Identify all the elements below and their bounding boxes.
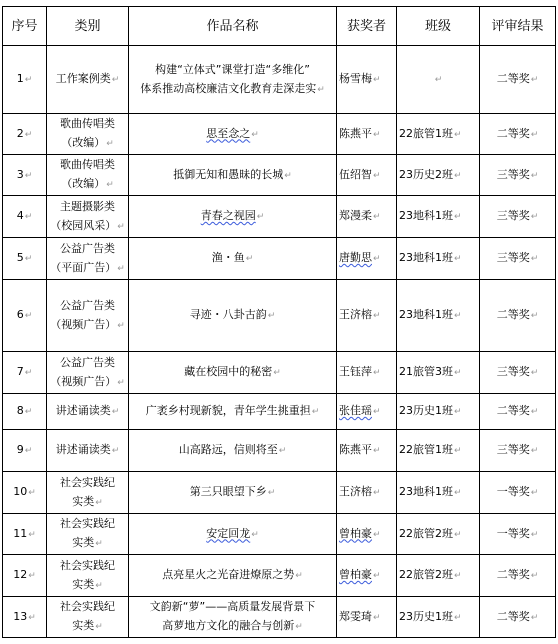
paragraph-mark: ↵ — [530, 75, 539, 85]
paragraph-mark: ↵ — [373, 368, 381, 378]
row-index: 13 — [13, 609, 28, 623]
class-name: 23地科1班 — [399, 251, 453, 264]
paragraph-mark: ↵ — [24, 75, 33, 85]
paragraph-mark: ↵ — [117, 377, 125, 388]
result-cell — [480, 352, 556, 394]
paragraph-mark: ↵ — [24, 446, 33, 456]
result-cell — [480, 472, 556, 514]
paragraph-mark: ↵ — [530, 571, 539, 581]
work-title-text: 思至念之 — [206, 126, 251, 140]
header-work-title: 作品名称 — [129, 7, 337, 46]
row-index: 4 — [16, 209, 24, 222]
table-row — [3, 430, 556, 472]
paragraph-mark: ↵ — [373, 311, 381, 321]
paragraph-mark: ↵ — [28, 529, 36, 540]
paragraph-mark: ↵ — [454, 446, 462, 456]
category-cell — [47, 114, 129, 155]
work-title-cell — [129, 597, 337, 638]
award-result: 三等奖 — [496, 167, 530, 181]
winner-name: 郑漫柔 — [339, 209, 372, 222]
paragraph-mark: ↵ — [373, 488, 381, 498]
table-row — [3, 472, 556, 514]
paragraph-mark: ↵ — [95, 580, 103, 591]
paragraph-mark: ↵ — [530, 529, 539, 540]
category-text: 公益广告类 — [60, 298, 115, 312]
header-category: 类别 — [47, 7, 129, 46]
result-cell — [480, 238, 556, 280]
work-title-cell — [129, 114, 337, 155]
row-index: 2 — [16, 126, 24, 140]
category-cell — [47, 597, 129, 638]
row-index: 12 — [13, 568, 28, 581]
paragraph-mark: ↵ — [454, 407, 462, 417]
paragraph-mark: ↵ — [373, 170, 381, 181]
row-index-cell — [3, 394, 47, 430]
class-name: 21旅管3班 — [399, 365, 453, 378]
paragraph-mark: ↵ — [454, 311, 462, 321]
class-name: 22旅管1班 — [399, 126, 453, 140]
winner-cell — [337, 155, 397, 196]
class-cell — [397, 238, 480, 280]
paragraph-mark: ↵ — [278, 446, 287, 456]
winner-cell — [337, 238, 397, 280]
paragraph-mark: ↵ — [530, 612, 539, 623]
header-class: 班级 — [397, 7, 480, 46]
class-cell — [397, 514, 480, 555]
header-row — [3, 7, 556, 46]
table-row — [3, 352, 556, 394]
category-cell — [47, 196, 129, 238]
award-result: 三等奖 — [496, 443, 530, 456]
category-text: （校园风采） — [50, 218, 117, 232]
paragraph-mark: ↵ — [317, 84, 325, 95]
paragraph-mark: ↵ — [373, 571, 381, 581]
winner-name: 曾柏豪 — [339, 526, 372, 540]
work-title-cell — [129, 352, 337, 394]
winner-name: 陈燕平 — [339, 126, 372, 140]
award-result: 一等奖 — [496, 485, 530, 498]
row-index-cell — [3, 597, 47, 638]
winner-name: 王济榕 — [339, 308, 372, 321]
work-title-text: 高萝地方文化的融合与创新 — [162, 619, 295, 632]
class-name: 22旅管2班 — [399, 568, 453, 581]
winner-cell — [337, 352, 397, 394]
category-text: 社会实践纪 — [60, 517, 115, 530]
category-text: （改编） — [61, 177, 106, 190]
category-cell — [47, 472, 129, 514]
work-title-text: 第三只眼望下乡 — [189, 485, 267, 498]
award-result: 二等奖 — [496, 308, 530, 321]
category-text: 实类 — [72, 619, 95, 632]
work-title-cell — [129, 46, 337, 114]
category-text: （视频广告） — [50, 374, 117, 388]
paragraph-mark: ↵ — [454, 612, 462, 623]
category-text: 公益广告类 — [60, 355, 115, 369]
paragraph-mark: ↵ — [454, 129, 462, 140]
work-title-cell — [129, 555, 337, 597]
row-index-cell — [3, 472, 47, 514]
category-text: （平面广告） — [50, 260, 117, 274]
class-name: 23历史2班 — [399, 167, 453, 181]
class-cell — [397, 196, 480, 238]
paragraph-mark: ↵ — [95, 539, 103, 549]
paragraph-mark: ↵ — [373, 446, 381, 456]
category-text: 社会实践纪 — [60, 558, 115, 572]
category-text: 实类 — [72, 536, 95, 549]
category-cell — [47, 155, 129, 196]
winner-name: 张佳瑶 — [339, 404, 372, 417]
category-text: 歌曲传唱类 — [60, 117, 115, 130]
work-title-cell — [129, 196, 337, 238]
header-winner: 获奖者 — [337, 7, 397, 46]
category-cell — [47, 352, 129, 394]
paragraph-mark: ↵ — [251, 129, 259, 140]
award-result: 三等奖 — [496, 365, 530, 378]
winner-cell — [337, 597, 397, 638]
class-cell — [397, 472, 480, 514]
class-name: 23历史1班 — [399, 404, 453, 417]
winner-cell — [337, 196, 397, 238]
table-row — [3, 555, 556, 597]
award-result: 二等奖 — [496, 126, 530, 140]
class-cell — [397, 114, 480, 155]
category-text: 社会实践纪 — [60, 475, 115, 489]
work-title-cell — [129, 394, 337, 430]
category-text: 讲述诵读类 — [55, 443, 111, 456]
row-index-cell — [3, 514, 47, 555]
row-index-cell — [3, 280, 47, 352]
work-title-text: 抵御无知和愚昧的长城 — [173, 167, 284, 181]
category-text: 实类 — [72, 577, 95, 591]
paragraph-mark: ↵ — [273, 368, 281, 378]
row-index-cell — [3, 430, 47, 472]
result-cell — [480, 514, 556, 555]
class-name: 23历史1班 — [399, 609, 453, 623]
paragraph-mark: ↵ — [28, 612, 36, 623]
row-index-cell — [3, 352, 47, 394]
class-cell — [397, 555, 480, 597]
paragraph-mark: ↵ — [111, 75, 120, 85]
paragraph-mark: ↵ — [530, 311, 539, 321]
row-index: 3 — [16, 167, 24, 181]
row-index-cell — [3, 196, 47, 238]
work-title-text: 渔・鱼 — [211, 251, 245, 264]
class-cell — [397, 430, 480, 472]
table-row — [3, 46, 556, 114]
table-row — [3, 597, 556, 638]
winner-name: 陈燕平 — [339, 443, 372, 456]
work-title-cell — [129, 155, 337, 196]
row-index-cell — [3, 555, 47, 597]
paragraph-mark: ↵ — [454, 212, 462, 222]
category-text: 主题摄影类 — [60, 199, 115, 213]
category-text: （视频广告） — [50, 317, 117, 331]
paragraph-mark: ↵ — [117, 221, 125, 232]
row-index: 10 — [13, 485, 28, 498]
award-result: 二等奖 — [496, 404, 530, 417]
paragraph-mark: ↵ — [454, 254, 462, 264]
result-cell — [480, 555, 556, 597]
category-text: （改编） — [61, 136, 106, 149]
paragraph-mark: ↵ — [106, 139, 114, 149]
result-cell — [480, 430, 556, 472]
winner-cell — [337, 46, 397, 114]
paragraph-mark: ↵ — [373, 612, 381, 623]
row-index: 11 — [13, 526, 28, 540]
work-title-cell — [129, 280, 337, 352]
winner-cell — [337, 280, 397, 352]
paragraph-mark: ↵ — [256, 212, 265, 222]
work-title-text: 体系推动高校廉洁文化教育走深走实 — [140, 81, 317, 95]
winner-cell — [337, 472, 397, 514]
class-cell — [397, 280, 480, 352]
paragraph-mark: ↵ — [530, 407, 539, 417]
paragraph-mark: ↵ — [530, 446, 539, 456]
award-result: 一等奖 — [496, 526, 530, 540]
paragraph-mark: ↵ — [373, 529, 381, 540]
work-title-cell — [129, 238, 337, 280]
paragraph-mark: ↵ — [530, 129, 539, 140]
winner-name: 王济榕 — [339, 485, 372, 498]
paragraph-mark: ↵ — [530, 212, 539, 222]
work-title-text: 点亮星火之光奋进燎原之势 — [162, 568, 295, 581]
work-title-text: 构建“立体式”课堂打造“多维化” — [155, 62, 310, 76]
row-index: 1 — [16, 72, 24, 85]
paragraph-mark: ↵ — [106, 180, 114, 190]
paragraph-mark: ↵ — [434, 75, 443, 85]
paragraph-mark: ↵ — [28, 571, 36, 581]
paragraph-mark: ↵ — [24, 254, 33, 264]
table-row — [3, 514, 556, 555]
row-index-cell — [3, 114, 47, 155]
class-cell — [397, 394, 480, 430]
paragraph-mark: ↵ — [251, 529, 259, 540]
header-index: 序号 — [3, 7, 47, 46]
category-text: 公益广告类 — [60, 241, 115, 255]
class-name: 23地科1班 — [399, 308, 453, 321]
category-cell — [47, 280, 129, 352]
winner-cell — [337, 114, 397, 155]
class-name: 22旅管1班 — [399, 443, 453, 456]
category-cell — [47, 394, 129, 430]
class-cell — [397, 155, 480, 196]
table-row — [3, 280, 556, 352]
work-title-text: 青春之视园 — [200, 209, 256, 222]
paragraph-mark: ↵ — [245, 254, 254, 264]
award-result: 二等奖 — [496, 72, 530, 85]
winner-name: 郑雯琦 — [339, 609, 372, 623]
row-index: 7 — [16, 365, 24, 378]
paragraph-mark: ↵ — [284, 170, 292, 181]
category-text: 社会实践纪 — [60, 600, 115, 613]
work-title-text: 寻迹・八卦古韵 — [189, 308, 267, 321]
table-row — [3, 155, 556, 196]
winner-name: 唐勤思 — [339, 251, 372, 264]
class-cell — [397, 597, 480, 638]
paragraph-mark: ↵ — [373, 75, 381, 85]
result-cell — [480, 280, 556, 352]
paragraph-mark: ↵ — [454, 571, 462, 581]
paragraph-mark: ↵ — [28, 488, 36, 498]
paragraph-mark: ↵ — [24, 129, 33, 140]
category-cell — [47, 238, 129, 280]
paragraph-mark: ↵ — [454, 488, 462, 498]
paragraph-mark: ↵ — [530, 254, 539, 264]
paragraph-mark: ↵ — [373, 254, 381, 264]
row-index: 5 — [16, 251, 24, 264]
award-result: 三等奖 — [496, 251, 530, 264]
work-title-text: 安定回龙 — [206, 526, 251, 540]
category-cell — [47, 430, 129, 472]
work-title-cell — [129, 514, 337, 555]
paragraph-mark: ↵ — [373, 129, 381, 140]
paragraph-mark: ↵ — [117, 320, 125, 331]
result-cell — [480, 46, 556, 114]
paragraph-mark: ↵ — [530, 368, 539, 378]
paragraph-mark: ↵ — [111, 446, 120, 456]
class-cell — [397, 46, 480, 114]
result-cell — [480, 597, 556, 638]
paragraph-mark: ↵ — [24, 311, 33, 321]
category-text: 实类 — [72, 494, 95, 508]
work-title-text: 广袤乡村现新貌，青年学生挑重担 — [145, 404, 311, 417]
class-cell — [397, 352, 480, 394]
paragraph-mark: ↵ — [24, 212, 33, 222]
winner-name: 曾柏豪 — [339, 568, 372, 581]
work-title-text: 藏在校园中的秘密 — [184, 365, 273, 378]
table-row — [3, 196, 556, 238]
table-row — [3, 238, 556, 280]
category-text: 讲述诵读类 — [55, 404, 111, 417]
paragraph-mark: ↵ — [454, 170, 462, 181]
paragraph-mark: ↵ — [454, 529, 462, 540]
paragraph-mark: ↵ — [24, 368, 33, 378]
work-title-text: 文韵新“萝”——高质量发展背景下 — [149, 600, 316, 613]
paragraph-mark: ↵ — [111, 407, 120, 417]
work-title-cell — [129, 430, 337, 472]
winner-cell — [337, 430, 397, 472]
award-result: 三等奖 — [496, 209, 530, 222]
category-text: 工作案例类 — [55, 72, 111, 85]
category-cell — [47, 46, 129, 114]
result-cell — [480, 196, 556, 238]
class-name: 23地科1班 — [399, 209, 453, 222]
winner-cell — [337, 394, 397, 430]
award-result: 二等奖 — [496, 568, 530, 581]
paragraph-mark: ↵ — [24, 407, 33, 417]
paragraph-mark: ↵ — [117, 263, 125, 274]
winner-name: 伍绍智 — [339, 167, 372, 181]
paragraph-mark: ↵ — [373, 212, 381, 222]
table-row — [3, 394, 556, 430]
paragraph-mark: ↵ — [530, 488, 539, 498]
result-cell — [480, 394, 556, 430]
row-index-cell — [3, 155, 47, 196]
paragraph-mark: ↵ — [267, 311, 276, 321]
table-row — [3, 114, 556, 155]
paragraph-mark: ↵ — [267, 488, 276, 498]
paragraph-mark: ↵ — [311, 407, 320, 417]
paragraph-mark: ↵ — [373, 407, 381, 417]
paragraph-mark: ↵ — [454, 368, 462, 378]
row-index: 6 — [16, 308, 24, 321]
winner-cell — [337, 514, 397, 555]
category-cell — [47, 514, 129, 555]
winner-name: 王钰萍 — [339, 365, 372, 378]
award-table — [2, 6, 556, 638]
category-cell — [47, 555, 129, 597]
header-result: 评审结果 — [480, 7, 556, 46]
result-cell — [480, 114, 556, 155]
winner-cell — [337, 555, 397, 597]
paragraph-mark: ↵ — [295, 622, 303, 632]
paragraph-mark: ↵ — [95, 622, 103, 632]
work-title-text: 山高路远，信则将至 — [178, 443, 278, 456]
row-index: 8 — [16, 404, 24, 417]
row-index: 9 — [16, 443, 24, 456]
row-index-cell — [3, 238, 47, 280]
class-name: 23地科1班 — [399, 485, 453, 498]
result-cell — [480, 155, 556, 196]
class-name: 22旅管2班 — [399, 526, 453, 540]
winner-name: 杨雪梅 — [339, 72, 372, 85]
paragraph-mark: ↵ — [530, 170, 539, 181]
award-result: 二等奖 — [496, 609, 530, 623]
category-text: 歌曲传唱类 — [60, 158, 115, 171]
paragraph-mark: ↵ — [295, 571, 303, 581]
paragraph-mark: ↵ — [24, 170, 33, 181]
row-index-cell — [3, 46, 47, 114]
work-title-cell — [129, 472, 337, 514]
paragraph-mark: ↵ — [95, 497, 103, 508]
